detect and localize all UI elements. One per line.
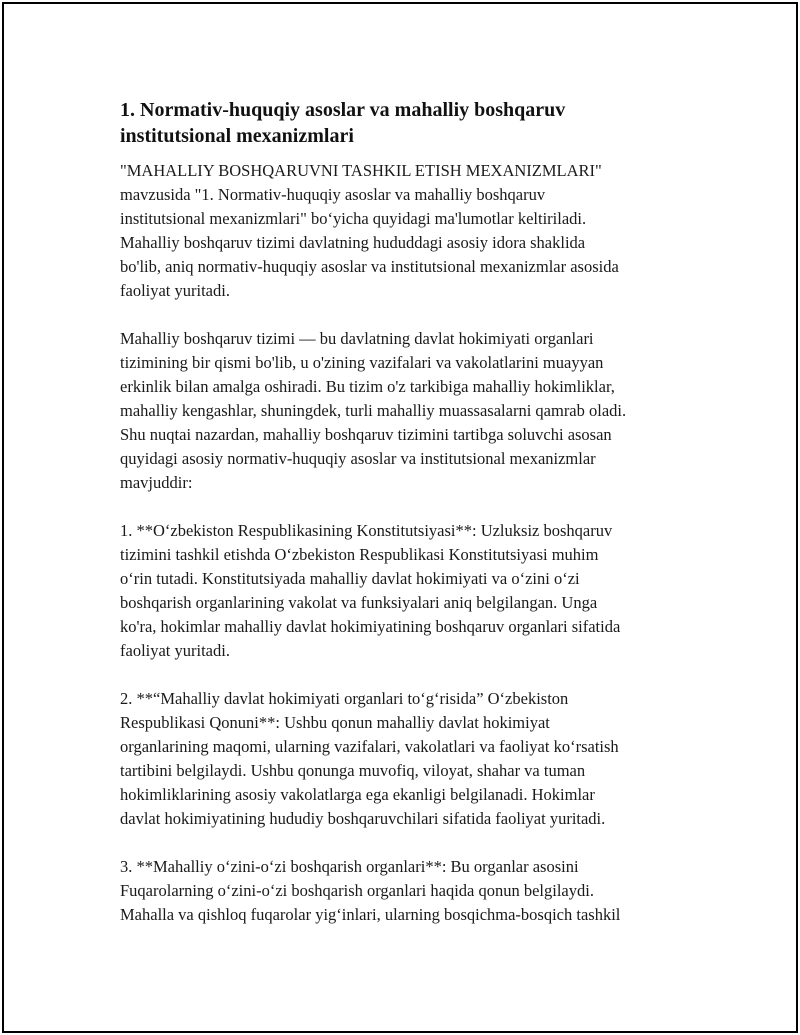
section-heading: 1. Normativ-huquqiy asoslar va mahalliy boshqaruv institutsional mexanizmlari — [120, 99, 566, 147]
constitution-item: 1. **O‘zbekiston Respublikasining Konstitutsiyasi**: Uzluksiz boshqaruv tizimini tashkil etishda O‘zbekiston Respublikasi Konstitutsiyasi muhim o‘rin tutadi. Konstitutsiyada mahalliy davlat hokimiyati va o‘zini o‘zi boshqarish organlarining vakolat va funksiyalari aniq belgilangan. Unga ko'ra, hokimlar mahalliy davlat hokimiyatining boshqaruv organlari sifatida faoliyat yuritadi. — [120, 521, 621, 660]
intro-paragraph: "MAHALLIY BOSHQARUVNI TASHKIL ETISH MEXANIZMLARI" mavzusida "1. Normativ-huquqiy asoslar va mahalliy boshqaruv institutsional mexanizmlari" bo‘yicha quyidagi ma'lumotlar keltiriladi. Mahalliy boshqaruv tizimi davlatning hududdagi asosiy idora shaklida bo'lib, aniq normativ-huquqiy asoslar va institutsional mexanizmlar asosida faoliyat yuritadi. — [120, 161, 619, 300]
system-overview-paragraph: Mahalliy boshqaruv tizimi — bu davlatning davlat hokimiyati organlari tizimining bir qismi bo'lib, u o'zining vazifalari va vakolatlarini muayyan erkinlik bilan amalga oshiradi. Bu tizim o'z tarkibiga mahalliy hokimliklar, mahalliy kengashlar, shuningdek, turli mahalliy muassasalarni qamrab oladi. Shu nuqtai nazardan, mahalliy boshqaruv tizimini tartibga soluvchi asosan quyidagi asosiy normativ-huquqiy asoslar va institutsional mexanizmlar mavjuddir: — [120, 329, 627, 492]
self-government-item: 3. **Mahalliy o‘zini-o‘zi boshqarish organlari**: Bu organlar asosini Fuqarolarning o‘zini-o‘zi boshqarish organlari haqida qonun belgilaydi. Mahalla va qishloq fuqarolar yig‘inlari, ularning bosqichma-bosqich tashkil — [120, 857, 621, 924]
local-government-law-item: 2. **“Mahalliy davlat hokimiyati organlari to‘g‘risida” O‘zbekiston Respublikasi Qonuni**: Ushbu qonun mahalliy davlat hokimiyat organlarining maqomi, ularning vazifalari, vakolatlari va faoliyat ko‘rsatish tartibini belgilaydi. Ushbu qonunga muvofiq, viloyat, shahar va tuman hokimliklarining asosiy vakolatlarga ega ekanligi belgilanadi. Hokimlar davlat hokimiyatining hududiy boshqaruvchilari sifatida faoliyat yuritadi. — [120, 689, 619, 828]
document-page — [2, 2, 798, 1033]
document-body — [120, 97, 700, 951]
